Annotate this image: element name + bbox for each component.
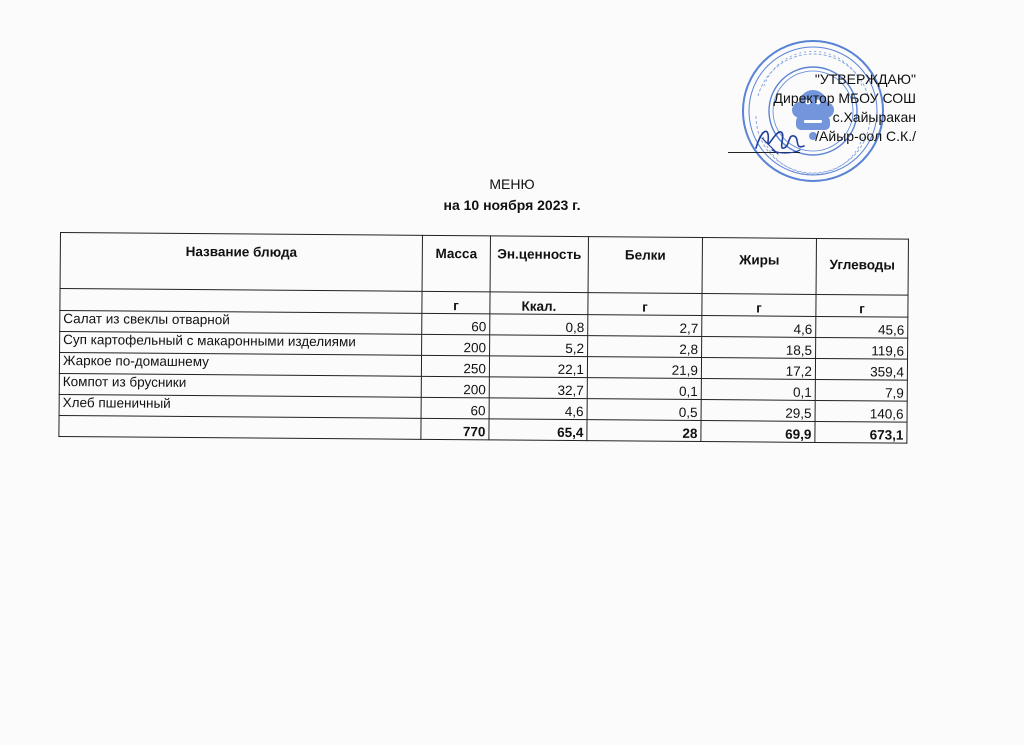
approval-position: Директор МБОУ СОШ xyxy=(773,90,916,106)
dish-carbs: 140,6 xyxy=(815,400,907,422)
header-fat: Жиры xyxy=(702,238,816,295)
total-mass: 770 xyxy=(421,418,489,440)
dish-fat: 17,2 xyxy=(701,358,815,380)
approval-signatory: /Айыр-оол С.К./ xyxy=(815,128,916,144)
dish-fat: 29,5 xyxy=(701,400,815,422)
dish-carbs: 7,9 xyxy=(815,379,907,401)
total-protein: 28 xyxy=(587,420,701,442)
total-fat: 69,9 xyxy=(701,421,815,443)
unit-protein: г xyxy=(588,293,702,316)
table-header-row xyxy=(60,233,908,296)
dish-name: Суп картофельный с макаронными изделиями xyxy=(60,332,422,356)
document-date: на 10 ноября 2023 г. xyxy=(443,197,581,213)
document-title: МЕНЮ xyxy=(489,176,535,192)
dish-energy: 32,7 xyxy=(489,377,587,399)
dish-mass: 60 xyxy=(422,313,490,335)
dish-energy: 4,6 xyxy=(489,398,587,420)
dish-mass: 200 xyxy=(421,376,489,398)
header-dish-name: Название блюда xyxy=(60,233,422,292)
dish-protein: 2,7 xyxy=(588,315,702,337)
total-carbs: 673,1 xyxy=(815,421,907,443)
header-carbs: Углеводы xyxy=(816,238,908,295)
dish-protein: 21,9 xyxy=(587,357,701,379)
dish-carbs: 359,4 xyxy=(815,358,907,380)
dish-fat: 0,1 xyxy=(701,379,815,401)
unit-mass: г xyxy=(422,291,490,314)
header-protein: Белки xyxy=(588,237,702,294)
dish-carbs: 119,6 xyxy=(816,337,908,359)
dish-energy: 0,8 xyxy=(490,314,588,336)
dish-carbs: 45,6 xyxy=(816,316,908,338)
unit-dish-name xyxy=(60,289,422,314)
header-mass: Масса xyxy=(422,235,490,292)
approval-location: с.Хайыракан xyxy=(832,109,916,125)
total-energy: 65,4 xyxy=(489,419,587,441)
dish-energy: 5,2 xyxy=(490,335,588,357)
header-energy: Эн.ценность xyxy=(490,236,588,293)
dish-protein: 2,8 xyxy=(588,336,702,358)
menu-table xyxy=(58,232,909,444)
dish-name: Компот из брусники xyxy=(59,373,421,397)
dish-protein: 0,1 xyxy=(587,378,701,400)
unit-carbs: г xyxy=(816,294,908,317)
handwritten-signature-icon xyxy=(748,120,818,160)
dish-name: Хлеб пшеничный xyxy=(59,394,421,418)
unit-energy: Ккал. xyxy=(490,292,588,315)
dish-energy: 22,1 xyxy=(489,356,587,378)
approval-heading: "УТВЕРЖДАЮ" xyxy=(814,71,916,87)
total-label xyxy=(59,415,421,439)
dish-protein: 0,5 xyxy=(587,399,701,421)
dish-mass: 250 xyxy=(421,355,489,377)
dish-fat: 4,6 xyxy=(702,316,816,338)
dish-mass: 200 xyxy=(422,334,490,356)
dish-fat: 18,5 xyxy=(702,337,816,359)
unit-fat: г xyxy=(702,294,816,317)
dish-name: Жаркое по-домашнему xyxy=(59,353,421,377)
dish-mass: 60 xyxy=(421,397,489,419)
dish-name: Салат из свеклы отварной xyxy=(60,311,422,335)
